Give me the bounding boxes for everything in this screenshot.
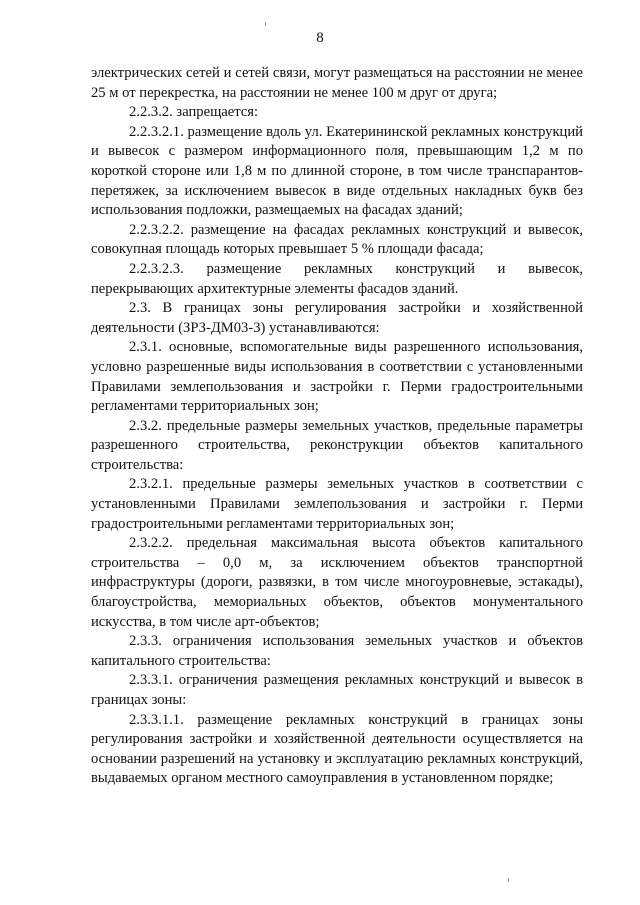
document-body [91,64,583,789]
paragraph-2-2-3-2-2: 2.2.3.2.2. размещение на фасадах рекламных конструкций и вывесок, совокупная площадь которых превышает 5 % площади фасада; [91,221,583,258]
paragraph-2-2-3-2: 2.2.3.2. запрещается: [129,104,259,121]
paragraph-2-3-2: 2.3.2. предельные размеры земельных участков, предельные параметры разрешенного строительства, реконструкции объектов капитального строительства: [91,417,583,473]
page-number: 8 [316,30,324,46]
scan-mark [508,878,509,882]
scan-mark [265,22,266,26]
paragraph-2-3: 2.3. В границах зоны регулирования застройки и хозяйственной деятельности (ЗРЗ-ДМ03-3) устанавливаются: [91,300,583,336]
paragraph-2-2-3-2-1: 2.2.3.2.1. размещение вдоль ул. Екатерининской рекламных конструкций и вывесок с размером информационного поля, превышающим 1,2 м по короткой стороне или 1,8 м по длинной стороне, в том числе транспарантов-перетяжек, за исключением вывесок в виде отдельных накладных букв без использования подложки, размещаемых на фасадах зданий; [91,123,583,219]
paragraph-2-3-3-1: 2.3.3.1. ограничения размещения рекламных конструкций и вывесок в границах зоны: [91,672,583,708]
paragraph-2-3-3: 2.3.3. ограничения использования земельных участков и объектов капитального строительства: [91,633,583,669]
paragraph-2-3-3-1-1: 2.3.3.1.1. размещение рекламных конструкций в границах зоны регулирования застройки и хозяйственной деятельности осуществляется на основании разрешений на установку и эксплуатацию рекламных конструкций, выдаваемых органом местного самоуправления в установленном порядке; [91,711,583,787]
paragraph-2-3-1: 2.3.1. основные, вспомогательные виды разрешенного использования, условно разрешенные виды использования в соответствии с установленными Правилами землепользования и застройки г. Перми градостроительными регламентами территориальных зон; [91,339,583,415]
paragraph-2-3-2-1: 2.3.2.1. предельные размеры земельных участков в соответствии с установленными Правилами землепользования и застройки г. Перми градостроительными регламентами территориальных зон; [91,476,583,532]
paragraph-continuation: электрических сетей и сетей связи, могут размещаться на расстоянии не менее 25 м от перекрестка, на расстоянии не менее 100 м друг от друга; [91,65,583,101]
paragraph-2-3-2-2: 2.3.2.2. предельная максимальная высота объектов капитального строительства – 0,0 м, за исключением объектов транспортной инфраструктуры (дороги, развязки, в том числе многоуровневые, эстакады), благоустройства, мемориальных объектов, объектов монументального искусства, в том числе арт-объектов; [91,535,583,630]
paragraph-2-2-3-2-3: 2.2.3.2.3. размещение рекламных конструкций и вывесок, перекрывающих архитектурные элементы фасадов зданий. [91,260,583,297]
